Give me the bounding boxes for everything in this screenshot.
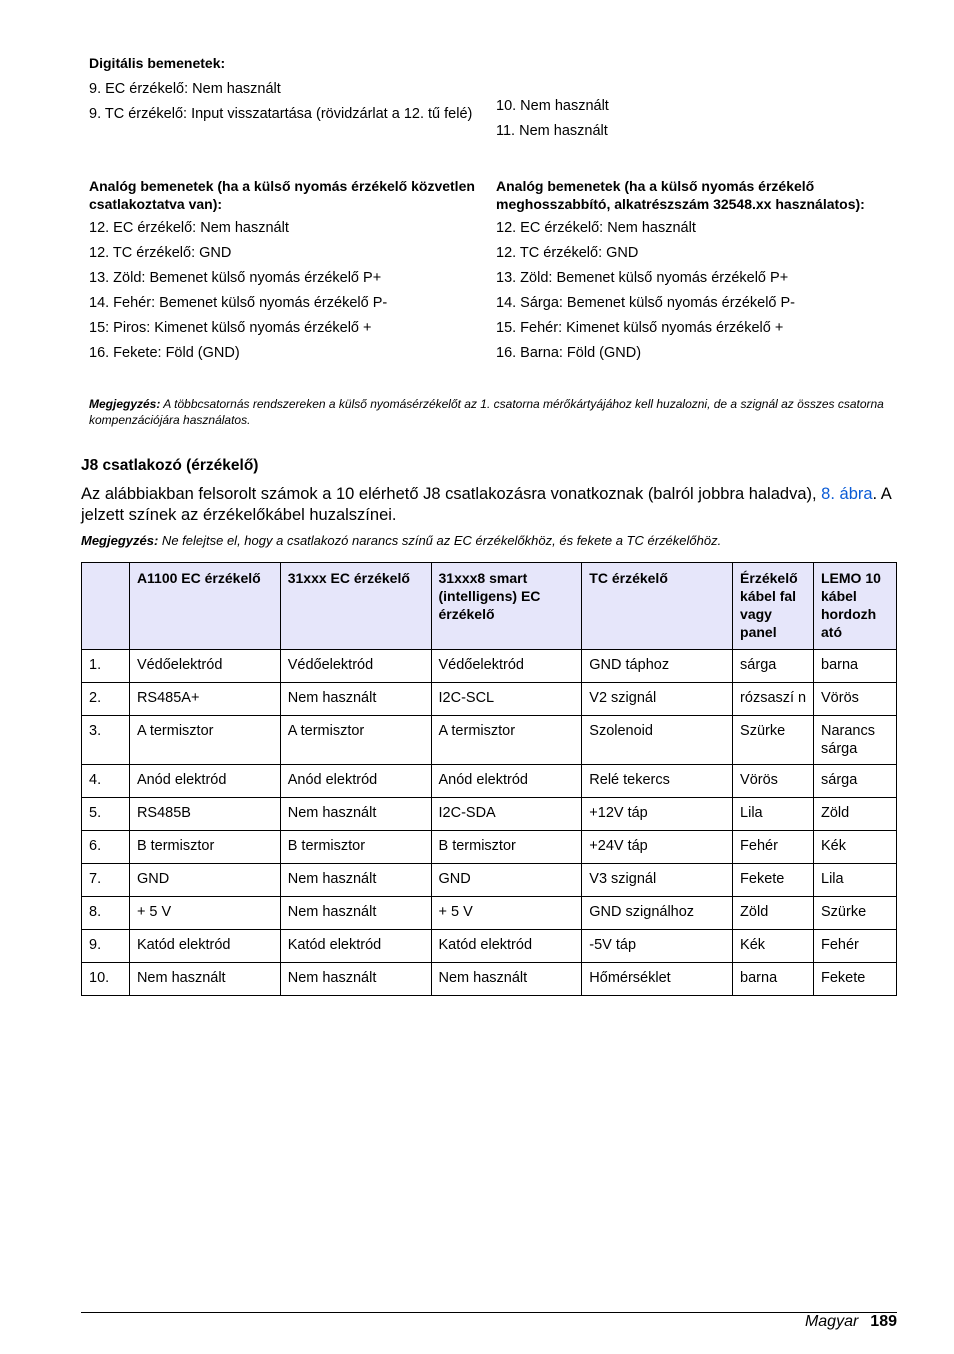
page-number: 189: [870, 1313, 897, 1330]
section-intro: [81, 484, 911, 526]
table-cell: rózsaszí n: [733, 683, 814, 716]
intro-text-end: . A jelzett színek az érzékelőkábel huzalszínei.: [81, 485, 891, 524]
table-cell: GND: [129, 864, 280, 897]
note-text: A többcsatornás rendszereken a külső nyomásérzékelőt az 1. csatorna mérőkártyájához kell huzalozni, de a szignál az összes csatorna kompenzációjára használatos.: [89, 397, 884, 427]
footer-language: Magyar: [804, 1313, 859, 1330]
column-header: 31xxx8 smart (intelligens) EC érzékelő: [431, 563, 582, 650]
digital-inputs-left: [89, 54, 484, 130]
table-cell: A termisztor: [431, 716, 582, 765]
column-header: [82, 563, 130, 650]
table-cell: Védőelektród: [129, 650, 280, 683]
table-row: [82, 831, 897, 864]
note-connector-color: [81, 532, 911, 550]
table-cell: RS485B: [129, 798, 280, 831]
note-label: Megjegyzés:: [81, 533, 159, 548]
table-cell: + 5 V: [431, 897, 582, 930]
table-cell: Védőelektród: [431, 650, 582, 683]
note-label: Megjegyzés:: [89, 397, 161, 411]
footer-divider: [81, 1312, 897, 1313]
table-cell: sárga: [733, 650, 814, 683]
table-cell: Fekete: [814, 963, 897, 996]
table-row: [82, 798, 897, 831]
table-cell: Védőelektród: [280, 650, 431, 683]
list-item: 13. Zöld: Bemenet külső nyomás érzékelő P+: [496, 270, 789, 286]
table-row: [82, 765, 897, 798]
analog-direct-section: [89, 177, 484, 369]
table-cell: Fekete: [733, 864, 814, 897]
table-cell: Szolenoid: [582, 716, 733, 765]
table-cell: barna: [733, 963, 814, 996]
table-cell: 1.: [82, 650, 130, 683]
table-cell: Narancs sárga: [814, 716, 897, 765]
table-cell: 9.: [82, 930, 130, 963]
column-header: A1100 EC érzékelő: [129, 563, 280, 650]
table-cell: +12V táp: [582, 798, 733, 831]
table-cell: Katód elektród: [129, 930, 280, 963]
list-item: 9. EC érzékelő: Nem használt: [89, 81, 281, 97]
column-header: LEMO 10 kábel hordozh ató: [814, 563, 897, 650]
table-cell: Nem használt: [431, 963, 582, 996]
table-cell: Lila: [814, 864, 897, 897]
list-item: 15: Piros: Kimenet külső nyomás érzékelő +: [89, 320, 372, 336]
table-cell: GND táphoz: [582, 650, 733, 683]
table-cell: 7.: [82, 864, 130, 897]
list-item: 15. Fehér: Kimenet külső nyomás érzékelő +: [496, 320, 784, 336]
table-cell: + 5 V: [129, 897, 280, 930]
list-item: 12. EC érzékelő: Nem használt: [89, 220, 289, 236]
intro-text: Az alábbiakban felsorolt számok a 10 elérhető J8 csatlakozásra vonatkoznak (balról jobbra haladva),: [81, 485, 822, 503]
table-cell: Fehér: [814, 930, 897, 963]
table-cell: A termisztor: [280, 716, 431, 765]
table-cell: 5.: [82, 798, 130, 831]
note-multichannel: [89, 396, 889, 428]
table-cell: Kék: [814, 831, 897, 864]
table-row: [82, 930, 897, 963]
table-cell: Anód elektród: [129, 765, 280, 798]
table-cell: Nem használt: [280, 864, 431, 897]
table-cell: 4.: [82, 765, 130, 798]
table-cell: B termisztor: [431, 831, 582, 864]
table-cell: Kék: [733, 930, 814, 963]
table-cell: Zöld: [814, 798, 897, 831]
table-cell: Anód elektród: [431, 765, 582, 798]
list-item: 14. Fehér: Bemenet külső nyomás érzékelő P-: [89, 295, 388, 311]
table-cell: Katód elektród: [280, 930, 431, 963]
table-cell: 6.: [82, 831, 130, 864]
table-cell: Nem használt: [280, 897, 431, 930]
list-item: 12. TC érzékelő: GND: [89, 245, 232, 261]
list-item: 10. Nem használt: [496, 98, 609, 114]
table-cell: +24V táp: [582, 831, 733, 864]
table-row: [82, 864, 897, 897]
table-cell: Anód elektród: [280, 765, 431, 798]
table-cell: V3 szignál: [582, 864, 733, 897]
table-cell: Fehér: [733, 831, 814, 864]
table-cell: 10.: [82, 963, 130, 996]
table-row: [82, 650, 897, 683]
table-cell: sárga: [814, 765, 897, 798]
analog-direct-heading: Analóg bemenetek (ha a külső nyomás érzékelő közvetlen csatlakoztatva van):: [89, 178, 475, 212]
table-cell: Szürke: [733, 716, 814, 765]
table-cell: Nem használt: [280, 683, 431, 716]
list-item: 16. Barna: Föld (GND): [496, 345, 642, 361]
list-item: 9. TC érzékelő: Input visszatartása (rövidzárlat a 12. tű felé): [89, 106, 473, 122]
analog-extender-heading: Analóg bemenetek (ha a külső nyomás érzékelő meghosszabbító, alkatrészszám 32548.xx használatos):: [496, 178, 865, 212]
table-cell: Vörös: [733, 765, 814, 798]
table-cell: Zöld: [733, 897, 814, 930]
digital-inputs-heading: Digitális bemenetek:: [89, 55, 226, 71]
analog-extender-section: [496, 177, 891, 369]
table-cell: 2.: [82, 683, 130, 716]
list-item: 16. Fekete: Föld (GND): [89, 345, 240, 361]
table-cell: B termisztor: [129, 831, 280, 864]
list-item: 12. TC érzékelő: GND: [496, 245, 639, 261]
table-cell: barna: [814, 650, 897, 683]
table-cell: RS485A+: [129, 683, 280, 716]
column-header: 31xxx EC érzékelő: [280, 563, 431, 650]
table-cell: B termisztor: [280, 831, 431, 864]
table-cell: I2C-SDA: [431, 798, 582, 831]
list-item: 11. Nem használt: [496, 123, 608, 139]
list-item: 13. Zöld: Bemenet külső nyomás érzékelő P+: [89, 270, 382, 286]
table-row: [82, 897, 897, 930]
table-cell: Nem használt: [280, 963, 431, 996]
table-cell: Relé tekercs: [582, 765, 733, 798]
table-row: [82, 963, 897, 996]
table-cell: I2C-SCL: [431, 683, 582, 716]
table-cell: Lila: [733, 798, 814, 831]
note-text: Ne felejtse el, hogy a csatlakozó narancs színű az EC érzékelőkhöz, és fekete a TC érzékelőhöz.: [158, 533, 722, 548]
list-item: 14. Sárga: Bemenet külső nyomás érzékelő P-: [496, 295, 796, 311]
table-header-row: [82, 563, 897, 650]
section-title: J8 csatlakozó (érzékelő): [81, 457, 259, 474]
column-header: Érzékelő kábel fal vagy panel: [733, 563, 814, 650]
list-item: 12. EC érzékelő: Nem használt: [496, 220, 696, 236]
figure-link[interactable]: 8. ábra: [821, 485, 873, 503]
table-cell: -5V táp: [582, 930, 733, 963]
table-cell: Katód elektród: [431, 930, 582, 963]
column-header: TC érzékelő: [582, 563, 733, 650]
table-cell: Hőmérséklet: [582, 963, 733, 996]
table-cell: Nem használt: [280, 798, 431, 831]
table-cell: A termisztor: [129, 716, 280, 765]
table-row: [82, 716, 897, 765]
table-cell: Szürke: [814, 897, 897, 930]
table-cell: GND szignálhoz: [582, 897, 733, 930]
table-cell: 8.: [82, 897, 130, 930]
table-cell: 3.: [82, 716, 130, 765]
table-cell: V2 szignál: [582, 683, 733, 716]
digital-inputs-right: [496, 97, 891, 147]
page-footer: [805, 1312, 897, 1332]
table-row: [82, 683, 897, 716]
table-cell: GND: [431, 864, 582, 897]
j8-pin-table: [81, 562, 897, 996]
table-cell: Nem használt: [129, 963, 280, 996]
table-cell: Vörös: [814, 683, 897, 716]
